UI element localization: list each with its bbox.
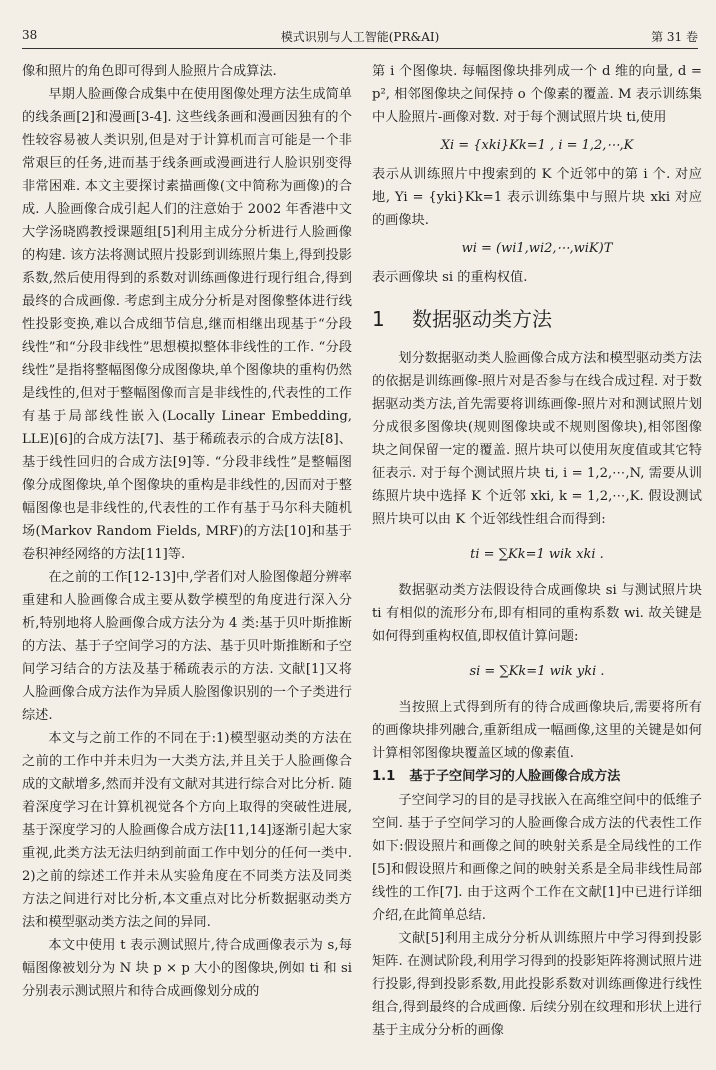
volume-label: 第 31 卷 <box>651 30 698 44</box>
paragraph: 本文中使用 t 表示测试照片,待合成画像表示为 s,每幅图像被划分为 N 块 p × p 大小的图像块,例如 ti 和 si 分别表示测试照片和待合成画像划分成的 <box>22 938 352 999</box>
paragraph: 在之前的工作[12-13]中,学者们对人脸图像超分辨率重建和人脸画像合成主要从数学模型的角度进行深入分析,特别地将人脸画像合成方法分为 4 类:基于贝叶斯推断的方法、基于子空间学习的方法、基于贝叶斯推断和子空间学习结合的方法及基于稀疏表示的方法. 文献[1]又将人脸画像合成方法作为异质人脸图像识别的一个子类进行综述. <box>22 570 352 723</box>
equation: wi = (wi1,wi2,⋯,wiK)T <box>461 241 613 256</box>
paragraph: 第 i 个图像块. 每幅图像块排列成一个 d 维的向量, d = p², 相邻图像块之间保持 o 个像素的覆盖. M 表示训练集中人脸照片-画像对数. 对于每个测试照片块 ti,使用 <box>372 64 702 125</box>
left-column <box>22 60 352 1003</box>
equation: Xi = {xki}Kk=1 , i = 1,2,⋯,K <box>440 138 634 153</box>
paragraph: 像和照片的角色即可得到人脸照片合成算法. <box>22 64 277 79</box>
paragraph: 当按照上式得到所有的待合成画像块后,需要将所有的画像块排列融合,重新组成一幅画像,这里的关键是如何计算相邻图像块覆盖区域的像素值. <box>372 700 702 761</box>
paragraph: 数据驱动类方法假设待合成画像块 si 与测试照片块 ti 有相似的流形分布,即有相同的重构系数 wi. 故关键是如何得到重构权值,即权值计算问题: <box>372 583 702 644</box>
journal-title: 模式识别与人工智能(PR&AI) <box>280 30 440 44</box>
page-header <box>22 28 698 49</box>
paragraph: 本文与之前工作的不同在于:1)模型驱动类的方法在之前的工作中并未归为一大类方法,并且关于人脸画像合成的文献增多,然而并没有文献对其进行综合对比分析. 随着深度学习在计算机视觉各个方向上取得的突破性进展,基于深度学习的人脸画像合成方法[11,14]逐渐引起大家重视,此类方法无法归纳到前面工作中划分的任何一类中. 2)之前的综述工作并未从实验角度在不同类方法及同类方法之间进行对比分析,本文重点对比分析数据驱动类方法和模型驱动类方法之间的异同. <box>22 731 352 930</box>
right-column <box>372 60 702 1042</box>
paragraph: 划分数据驱动类人脸画像合成方法和模型驱动类方法的依据是训练画像-照片对是否参与在线合成过程. 对于数据驱动类方法,首先需要将训练画像-照片对和测试照片划分成很多图像块(规则图像块或不规则图像块),相邻图像块之间保留一定的覆盖. 照片块可以使用灰度值或其它特征表示. 对于每个测试照片块 ti, i = 1,2,⋯,N, 需要从训练照片块中选择 K 个近邻 xki, k = 1,2,⋯,K. 假设测试照片块可以由 K 个近邻线性组合而得到: <box>372 351 702 527</box>
paragraph: 早期人脸画像合成集中在使用图像处理方法生成简单的线条画[2]和漫画[3-4]. 这些线条画和漫画因独有的个性较容易被人类识别,但是对于计算机而言可能是一个非常艰巨的任务,进而基于线条画或漫画进行人脸识别变得非常困难. 本文主要探讨素描画像(文中简称为画像)的合成. 人脸画像合成引起人们的注意始于 2002 年香港中文大学汤晓鸥教授课题组[5]利用主成分分析进行人脸画像的构建. 该方法将测试照片投影到训练照片集上,得到投影系数,然后使用得到的系数对训练画像进行现行组合,得到最终的合成画像. 考虑到主成分分析是对图像整体进行线性投影变换,难以合成细节信息,继而相继出现基于“分段线性”和“分段非线性”思想模拟整体非线性的工作. “分段线性”是指将整幅图像分成图像块,单个图像块的重构仍然是线性的,但对于整幅图像而言是非线性的,代表性的工作有基于局部线性嵌入(Locally Linear Embedding, LLE)[6]的合成方法[7]、基于稀疏表示的合成方法[8]、基于线性回归的合成方法[9]等. “分段非线性”是整幅图像分成图像块,单个图像块的重构是非线性的,因而对于整幅图像也是非线性的,代表性的工作有基于马尔科夫随机场(Markov Random Fields, MRF)的方法[10]和基于卷积神经网络的方法[11]等. <box>22 87 352 562</box>
subsection-number: 1.1 <box>372 769 396 784</box>
subsection-title: 基于子空间学习的人脸画像合成方法 <box>409 769 621 784</box>
section-number: 1 <box>372 307 385 331</box>
equation: si = ∑Kk=1 wik yki . <box>469 664 605 679</box>
page-number: 38 <box>22 28 38 42</box>
section-heading <box>372 305 702 333</box>
paragraph: 文献[5]利用主成分分析从训练照片中学习得到投影矩阵. 在测试阶段,利用学习得到的投影矩阵将测试照片进行投影,得到投影系数,用此投影系数对训练画像进行线性组合,得到最终的合成画像. 后续分别在纹理和形状上进行基于主成分分析的画像 <box>372 931 702 1038</box>
section-title: 数据驱动类方法 <box>412 307 552 331</box>
subsection-heading <box>372 765 702 789</box>
paragraph: 表示画像块 si 的重构权值. <box>372 270 528 285</box>
paragraph: 子空间学习的目的是寻找嵌入在高维空间中的低维子空间. 基于子空间学习的人脸画像合成方法的代表性工作如下:假设照片和画像之间的映射关系是全局线性的工作[5]和假设照片和画像之间的映射关系是全局非线性局部线性的工作[7]. 由于这两个工作在文献[1]中已进行详细介绍,在此简单总结. <box>372 793 702 923</box>
equation: ti = ∑Kk=1 wik xki . <box>470 547 604 562</box>
paragraph: 表示从训练照片中搜索到的 K 个近邻中的第 i 个. 对应地, Yi = {yki}Kk=1 表示训练集中与照片块 xki 对应的画像块. <box>372 167 702 228</box>
